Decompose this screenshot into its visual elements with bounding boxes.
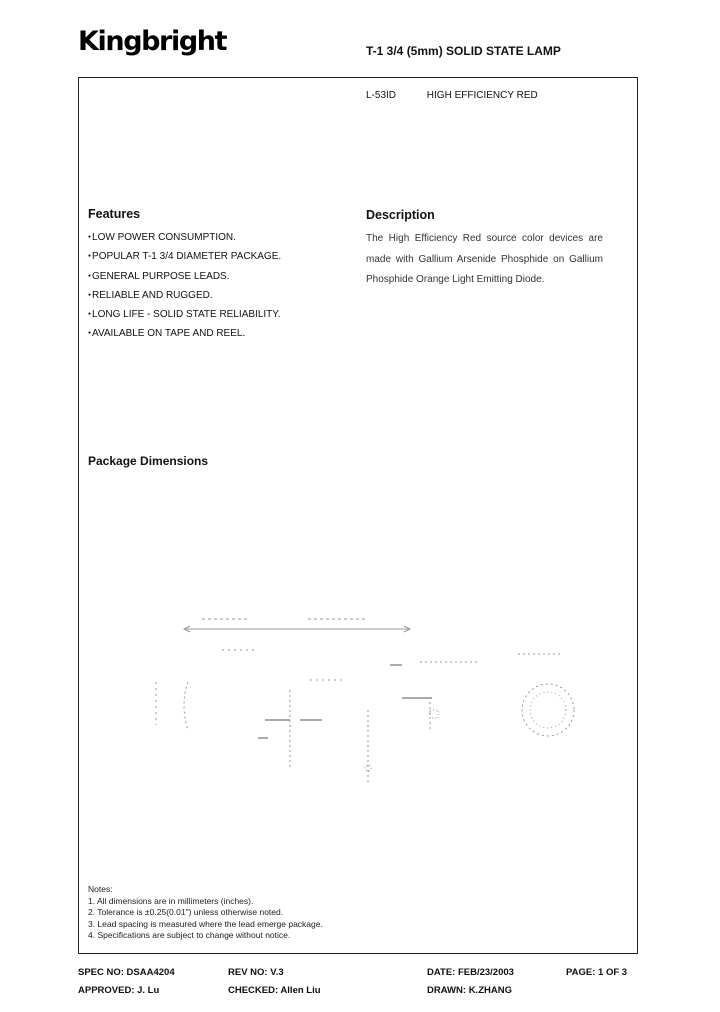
revision-number: REV NO: V.3 <box>228 967 284 978</box>
description-heading: Description <box>366 208 435 222</box>
features-list <box>88 228 281 344</box>
note-item: 4. Specifications are subject to change without notice. <box>88 930 291 941</box>
features-heading: Features <box>88 207 141 221</box>
package-dimensions-heading: Package Dimensions <box>88 454 209 468</box>
feature-item: ● GENERAL PURPOSE LEADS. <box>88 267 281 286</box>
notes-heading: Notes: <box>88 884 113 894</box>
kingbright-logo: Kingbright <box>78 26 227 57</box>
page-number: PAGE: 1 OF 3 <box>566 967 628 978</box>
spec-number: SPEC NO: DSAA4204 <box>78 967 175 978</box>
checked-by: CHECKED: Allen Liu <box>228 985 321 996</box>
feature-item: ● POPULAR T-1 3/4 DIAMETER PACKAGE. <box>88 247 281 266</box>
part-number: L-53ID <box>366 90 397 101</box>
part-color: HIGH EFFICIENCY RED <box>426 90 538 101</box>
drawn-by: DRAWN: K.ZHANG <box>427 985 512 996</box>
note-item: 1. All dimensions are in millimeters (inches). <box>88 895 254 906</box>
feature-item: ● RELIABLE AND RUGGED. <box>88 286 281 305</box>
content-frame <box>78 77 638 954</box>
part-line <box>366 90 538 101</box>
package-dimensions-drawing <box>140 610 590 800</box>
feature-item: ● AVAILABLE ON TAPE AND REEL. <box>88 324 281 343</box>
document-title: T-1 3/4 (5mm) SOLID STATE LAMP <box>366 44 561 58</box>
feature-item: ● LONG LIFE - SOLID STATE RELIABILITY. <box>88 305 281 324</box>
note-item: 2. Tolerance is ±0.25(0.01") unless otherwise noted. <box>88 907 284 918</box>
note-item: 3. Lead spacing is measured where the lead emerge package. <box>88 918 323 929</box>
feature-item: ● LOW POWER CONSUMPTION. <box>88 228 281 247</box>
approved-by: APPROVED: J. Lu <box>78 985 160 996</box>
notes-block <box>88 884 323 942</box>
document-date: DATE: FEB/23/2003 <box>427 967 514 978</box>
description-text: The High Efficiency Red source color devices are made with Gallium Arsenide Phosphide on Gallium Phosphide Orange Light Emitting Diode. <box>366 233 603 285</box>
